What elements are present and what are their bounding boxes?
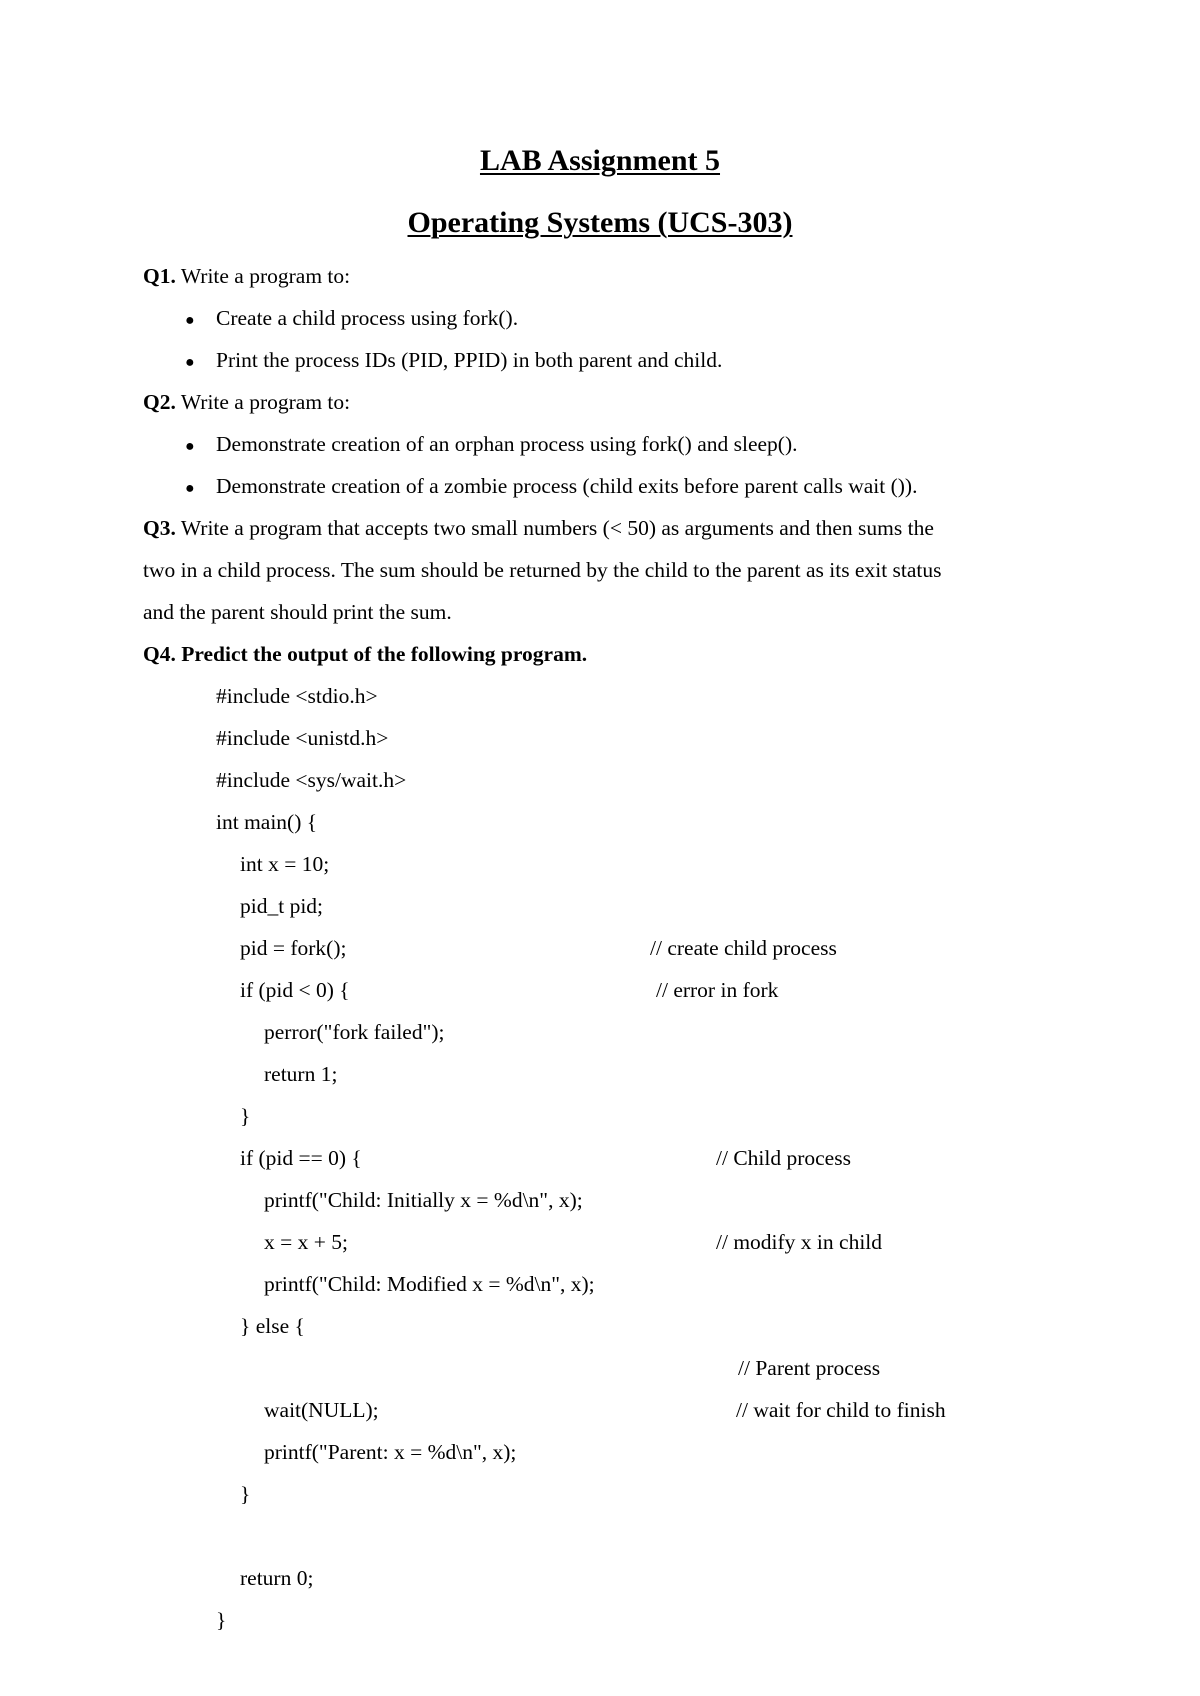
bullet-icon: ● — [185, 312, 195, 329]
q2-bullet-1-text: Demonstrate creation of an orphan process using fork() and sleep(). — [216, 432, 798, 456]
code-line-18: printf("Parent: x = %d\n", x); — [264, 1440, 517, 1464]
code-line-20: return 0; — [240, 1566, 314, 1590]
q2-label: Q2. — [143, 390, 176, 414]
code-line-21: } — [216, 1608, 227, 1632]
code-line-3: #include <sys/wait.h> — [216, 768, 407, 792]
q2-bullet-2 — [185, 472, 918, 503]
code-line-2: #include <unistd.h> — [216, 726, 389, 750]
course-subtitle: Operating Systems (UCS-303) — [407, 206, 793, 239]
code-line-14: x = x + 5; — [264, 1230, 348, 1254]
q3-line-1 — [143, 514, 934, 542]
code-comment-child-process: // Child process — [716, 1146, 851, 1170]
code-line-11: } — [240, 1104, 251, 1128]
q3-line-3: and the parent should print the sum. — [143, 600, 452, 624]
code-line-9: perror("fork failed"); — [264, 1020, 445, 1044]
q1-bullet-2-text: Print the process IDs (PID, PPID) in both parent and child. — [216, 348, 723, 372]
q1-bullet-1 — [185, 304, 519, 335]
q3-line-2: two in a child process. The sum should be returned by the child to the parent as its exit status — [143, 558, 942, 582]
code-line-17: wait(NULL); — [264, 1398, 379, 1422]
code-line-16: } else { — [240, 1314, 305, 1338]
q1-label: Q1. — [143, 264, 176, 288]
code-line-13: printf("Child: Initially x = %d\n", x); — [264, 1188, 583, 1212]
code-line-7: pid = fork(); — [240, 936, 347, 960]
code-line-1: #include <stdio.h> — [216, 684, 378, 708]
code-line-19: } — [240, 1482, 251, 1506]
q2-prompt — [143, 388, 350, 416]
code-line-4: int main() { — [216, 810, 318, 834]
q1-bullet-1-text: Create a child process using fork(). — [216, 306, 519, 330]
code-comment-wait-child: // wait for child to finish — [736, 1398, 946, 1422]
q3-text-1: Write a program that accepts two small numbers (< 50) as arguments and then sums the — [175, 516, 934, 540]
page-title: LAB Assignment 5 — [479, 144, 721, 177]
code-comment-error-fork: // error in fork — [656, 978, 779, 1002]
code-line-5: int x = 10; — [240, 852, 330, 876]
q1-text: Write a program to: — [175, 264, 351, 288]
code-line-12: if (pid == 0) { — [240, 1146, 362, 1170]
code-line-8: if (pid < 0) { — [240, 978, 350, 1002]
bullet-icon: ● — [185, 438, 195, 455]
q2-bullet-1 — [185, 430, 798, 461]
q1-bullet-2 — [185, 346, 723, 377]
code-line-10: return 1; — [264, 1062, 338, 1086]
q1-prompt — [143, 262, 350, 290]
q2-bullet-2-text: Demonstrate creation of a zombie process (child exits before parent calls wait ()). — [216, 474, 918, 498]
q4-heading: Q4. Predict the output of the following program. — [143, 642, 588, 666]
code-comment-parent-process: // Parent process — [738, 1356, 881, 1380]
q3-label: Q3. — [143, 516, 176, 540]
bullet-icon: ● — [185, 354, 195, 371]
code-comment-create-child: // create child process — [650, 936, 837, 960]
code-comment-modify-x: // modify x in child — [716, 1230, 883, 1254]
code-line-6: pid_t pid; — [240, 894, 324, 918]
bullet-icon: ● — [185, 480, 195, 497]
code-line-15: printf("Child: Modified x = %d\n", x); — [264, 1272, 595, 1296]
q2-text: Write a program to: — [175, 390, 351, 414]
